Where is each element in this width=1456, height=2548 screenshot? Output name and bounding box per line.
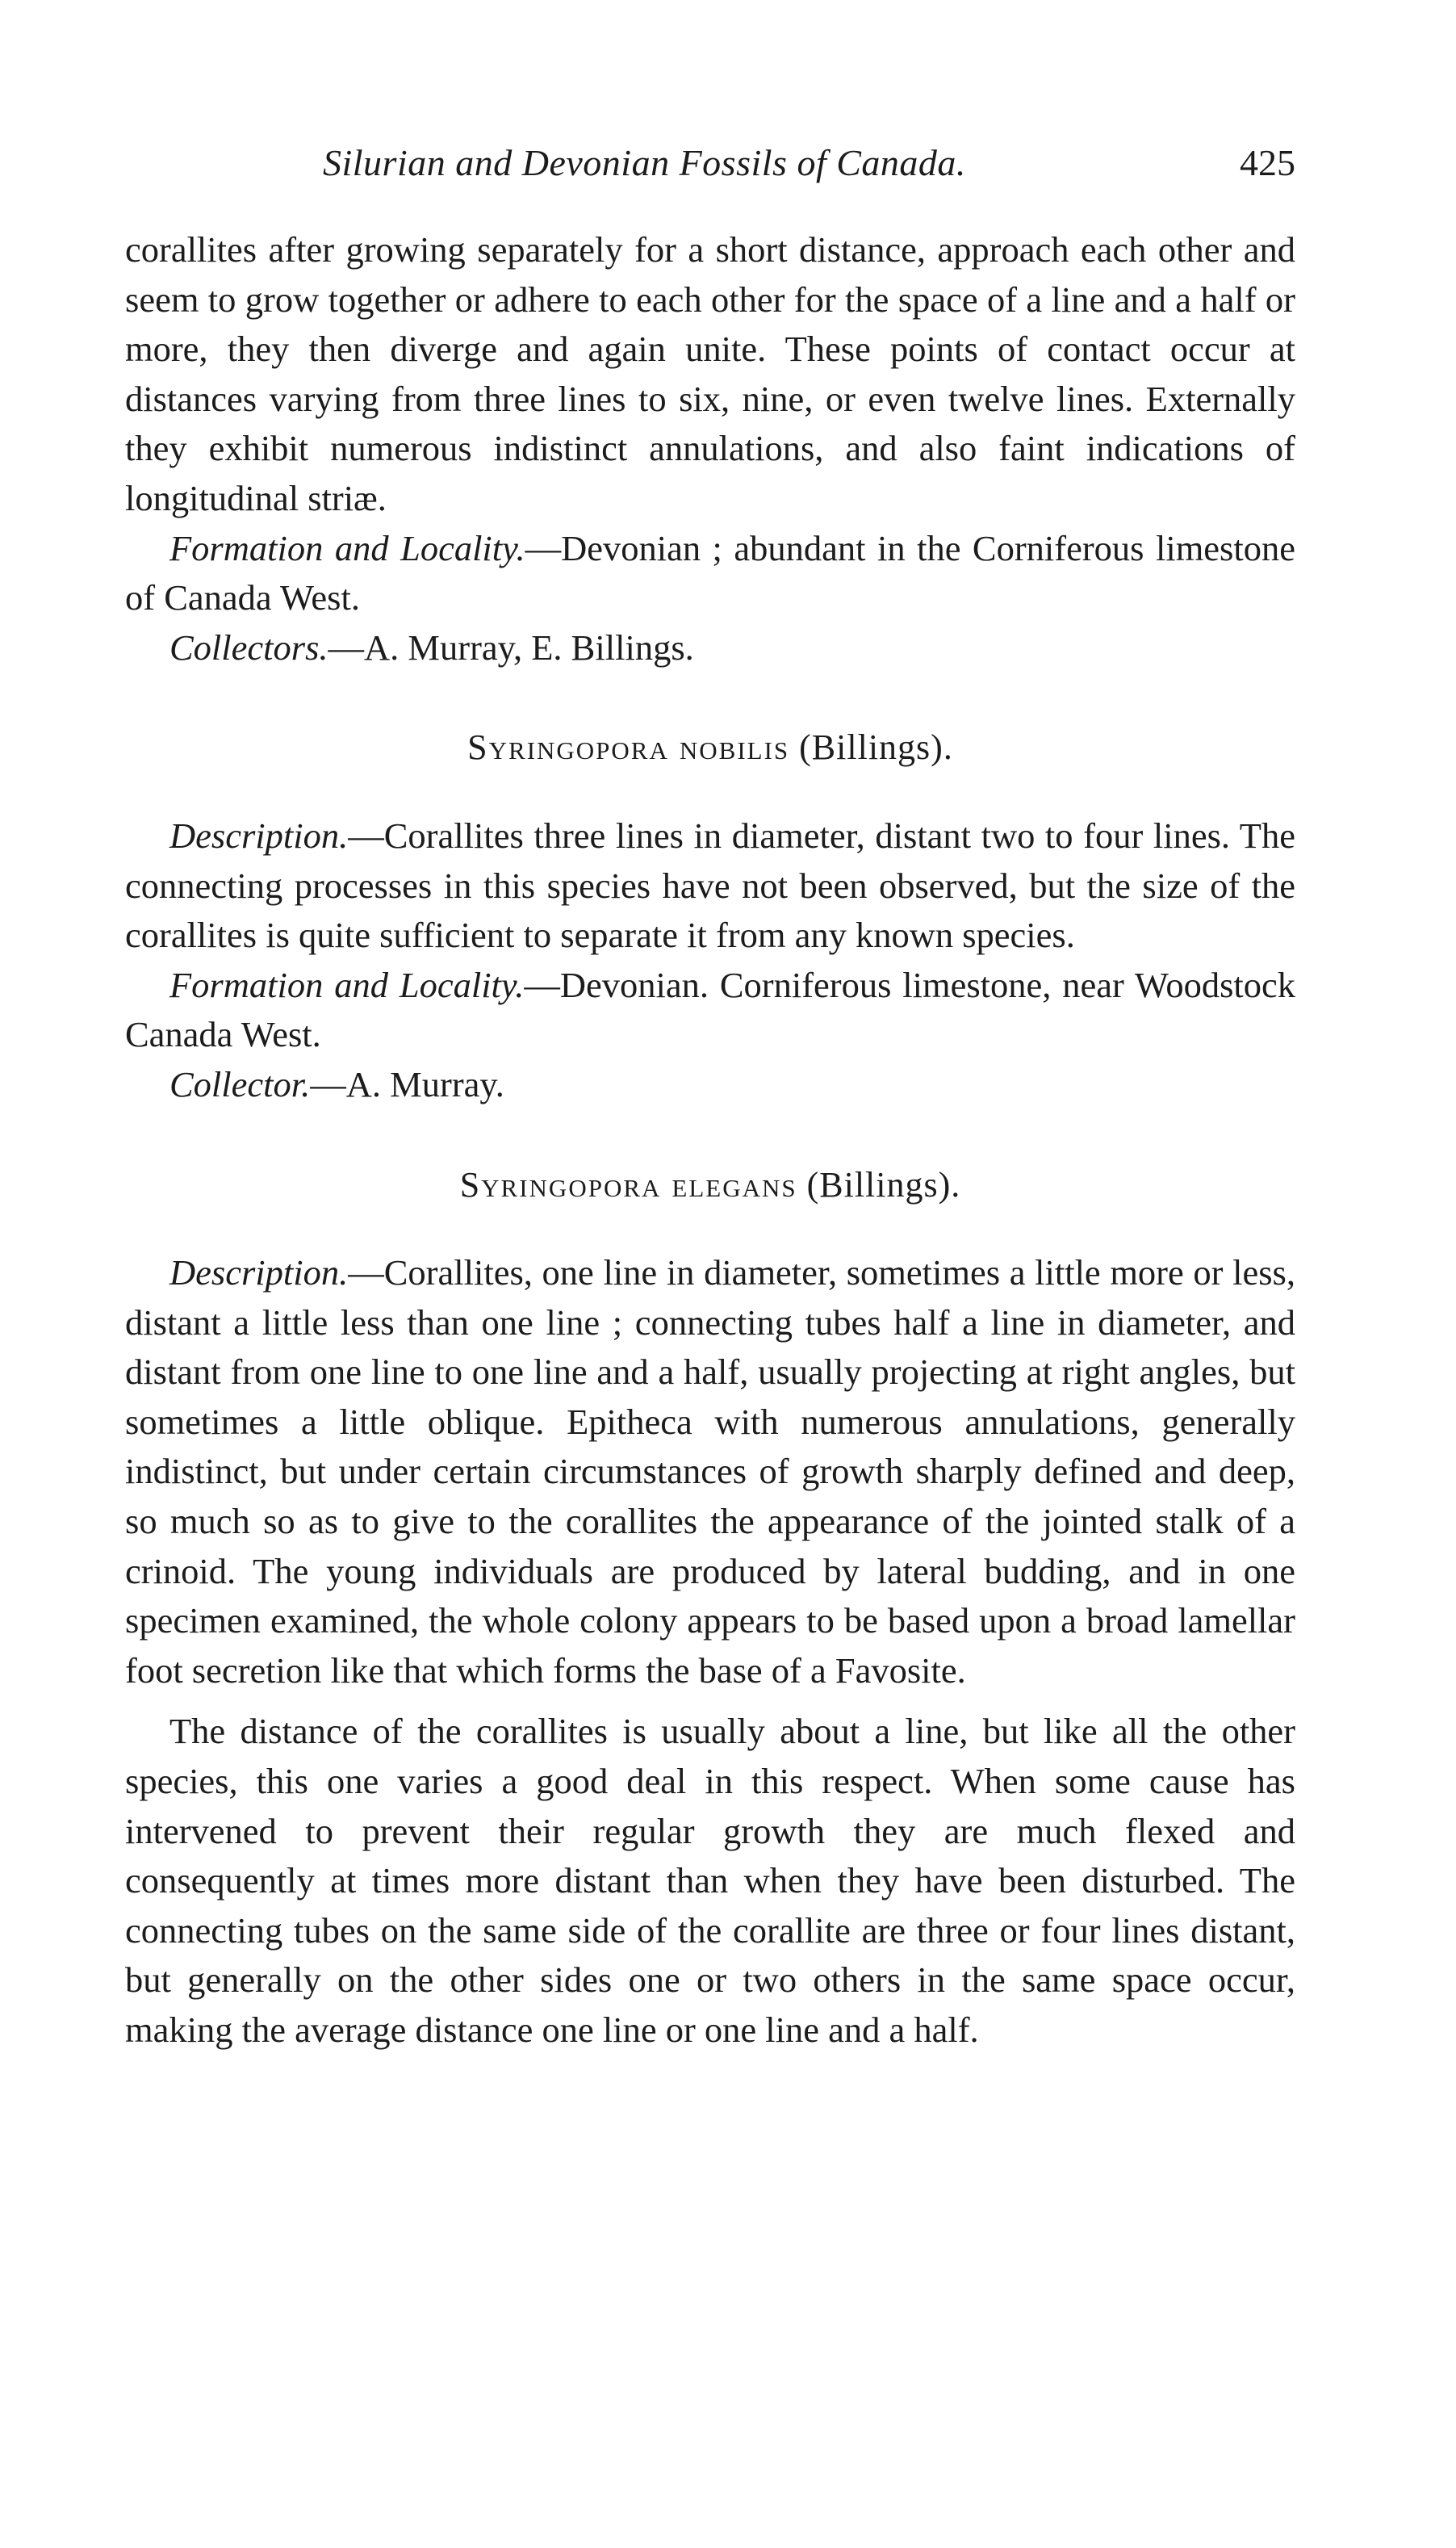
species-heading-nobilis: [125, 723, 1295, 773]
species-name: Syringopora nobilis: [467, 727, 790, 768]
intro-paragraph: corallites after growing separately for a short distance, approach each other and seem to grow together or adhere to each other for the space of a line and a half or more, they then diverge and again unite. These points of contact occur at distances varying from three lines to six, nine, or even twelve lines. Externally they exhibit numerous indistinct annulations, and also faint indications of longitudinal striæ.: [125, 229, 1295, 518]
description-text: —Corallites three lines in diameter, distant two to four lines. The connecting processes in this species have not been observed, but the size of the corallites is quite sufficient to separate it from any known species.: [125, 815, 1295, 956]
nobilis-formation: [125, 961, 1295, 1060]
collector-label: Collector.: [169, 1063, 311, 1104]
collector-text: —A. Murray.: [310, 1063, 504, 1104]
elegans-extra-paragraph: The distance of the corallites is usually about a line, but like all the other species, this one varies a good deal in this respect. When some cause has intervened to prevent their regular growth they are much flexed and consequently at times more distant than when they have been disturbed. The connecting tubes on the same side of the corallite are three or four lines distant, but generally on the other sides one or two others in the same space occur, making the average distance one line or one line and a half.: [125, 1711, 1295, 2050]
species-name: Syringopora elegans: [459, 1164, 797, 1205]
collectors-text: —A. Murray, E. Billings.: [328, 627, 694, 668]
formation-label: Formation and Locality.: [169, 527, 525, 568]
description-text: —Corallites, one line in diameter, sometimes a little more or less, distant a little less than one line ; connecting tubes half a line in diameter, and distant from one line to one line and a half, usually projecting at right angles, but sometimes a little oblique. Epitheca with numerous annulations, generally indistinct, but under certain circumstances of growth sharply defined and deep, so much so as to give to the corallites the appearance of the jointed stalk of a crinoid. The young individuals are produced by lateral budding, and in one specimen examined, the whole colony appears to be based upon a broad lamellar foot secretion like that which forms the base of a Favosite.: [125, 1252, 1295, 1691]
formation-text: —Devonian ; abundant in the Corniferous limestone of Canada West.: [125, 527, 1295, 618]
formation-text: —Devonian. Corniferous limestone, near Woodstock Canada West.: [125, 964, 1296, 1055]
page-number: 425: [1240, 142, 1295, 183]
document-page: [125, 141, 1295, 2056]
intro-collectors: [125, 623, 1295, 673]
description-label: Description.: [169, 815, 349, 856]
intro-formation: [125, 524, 1295, 623]
description-label: Description.: [169, 1252, 349, 1293]
nobilis-description: [125, 811, 1295, 961]
running-title: Silurian and Devonian Fossils of Canada.: [323, 142, 966, 183]
species-authority: (Billings).: [799, 727, 953, 768]
species-authority: (Billings).: [806, 1164, 961, 1205]
elegans-description: [125, 1248, 1295, 1695]
running-head: [125, 141, 1295, 206]
collectors-label: Collectors.: [169, 627, 328, 668]
species-heading-elegans: [125, 1160, 1295, 1210]
formation-label: Formation and Locality.: [169, 964, 525, 1005]
nobilis-collector: [125, 1060, 1295, 1110]
